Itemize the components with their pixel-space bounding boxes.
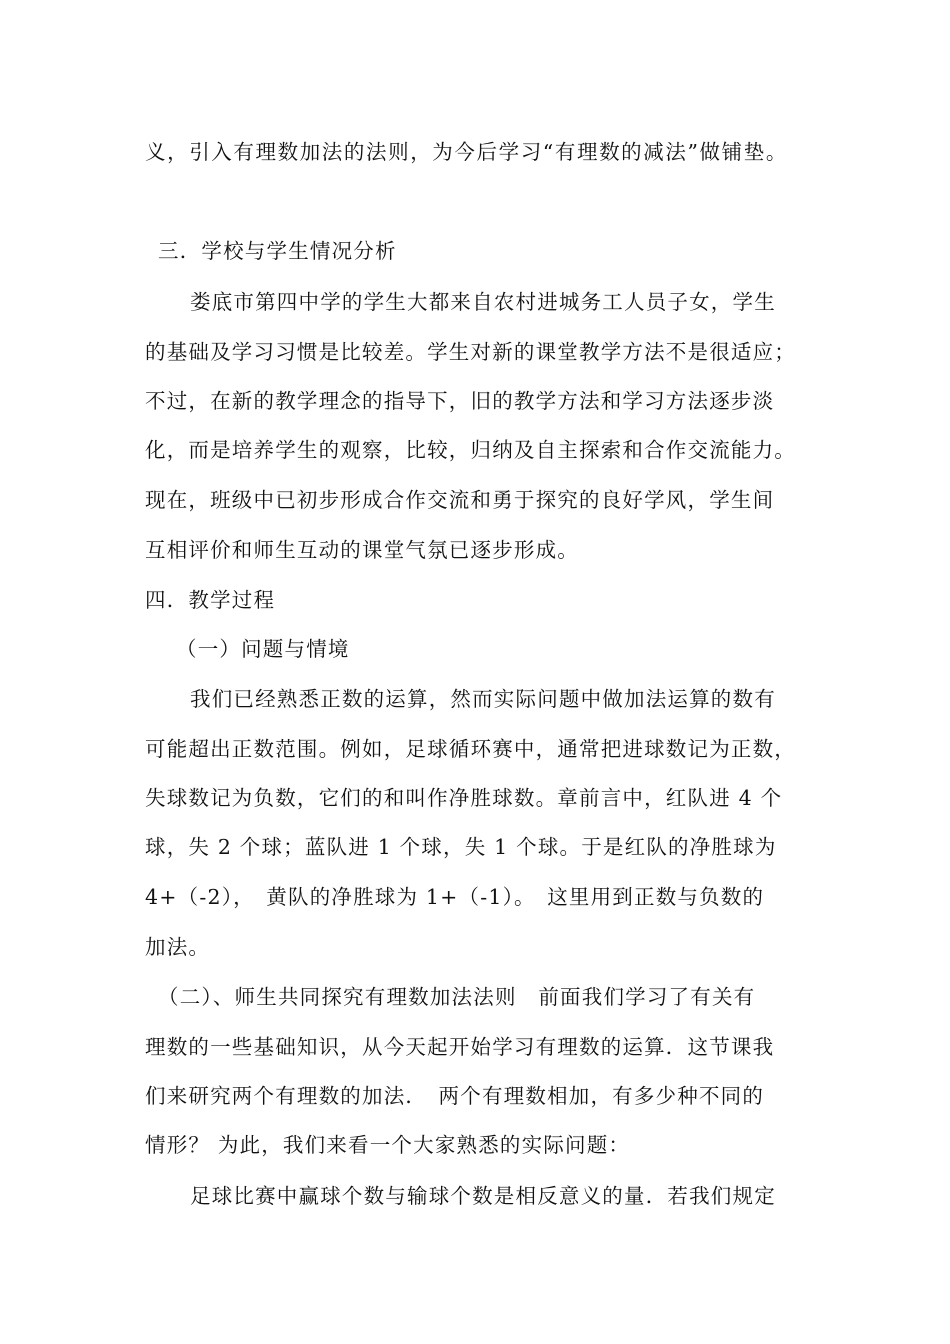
text-line-4: 的基础及学习习惯是比较差。学生对新的课堂教学方法不是很适应； bbox=[145, 340, 796, 364]
text-line-14: 球，失 2 个球；蓝队进 1 个球，失 1 个球。于是红队的净胜球为 bbox=[145, 835, 777, 859]
subsection-heading-1: （一）问题与情境 bbox=[176, 637, 350, 661]
text-line-3: 娄底市第四中学的学生大都来自农村进城务工人员子女，学生 bbox=[190, 290, 776, 314]
text-line-15: 4+（-2）， 黄队的净胜球为 1+（-1）。 这里用到正数与负数的 bbox=[145, 885, 765, 909]
text-line-6: 化，而是培养学生的观察，比较，归纳及自主探索和合作交流能力。 bbox=[145, 438, 796, 462]
text-line-21: 足球比赛中赢球个数与输球个数是相反意义的量．若我们规定 bbox=[190, 1184, 776, 1208]
text-line-7: 现在，班级中已初步形成合作交流和勇于探究的良好学风，学生间 bbox=[145, 488, 775, 512]
text-line-20: 情形？ 为此，我们来看一个大家熟悉的实际问题： bbox=[145, 1133, 631, 1157]
text-line-12: 可能超出正数范围。例如，足球循环赛中，通常把进球数记为正数， bbox=[145, 737, 796, 761]
text-line-8: 互相评价和师生互动的课堂气氛已逐步形成。 bbox=[145, 538, 579, 562]
text-line-11: 我们已经熟悉正数的运算，然而实际问题中做加法运算的数有 bbox=[190, 687, 776, 711]
text-line-5: 不过，在新的教学理念的指导下，旧的教学方法和学习方法逐步淡 bbox=[145, 389, 775, 413]
section-heading-3: 三．学校与学生情况分析 bbox=[158, 239, 397, 263]
text-line-19: 们来研究两个有理数的加法． 两个有理数相加，有多少种不同的 bbox=[145, 1084, 765, 1108]
text-line-1: 义，引入有理数加法的法则，为今后学习“有理数的减法”做铺垫。 bbox=[145, 140, 788, 164]
text-line-16: 加法。 bbox=[145, 935, 211, 959]
text-line-18: 理数的一些基础知识，从今天起开始学习有理数的运算．这节课我 bbox=[145, 1035, 775, 1059]
subsection-heading-2: （二）、师生共同探究有理数加法法则 前面我们学习了有关有 bbox=[158, 985, 756, 1009]
section-heading-4: 四．教学过程 bbox=[145, 588, 276, 612]
text-line-13: 失球数记为负数，它们的和叫作净胜球数。章前言中，红队进 4 个 bbox=[145, 786, 783, 810]
